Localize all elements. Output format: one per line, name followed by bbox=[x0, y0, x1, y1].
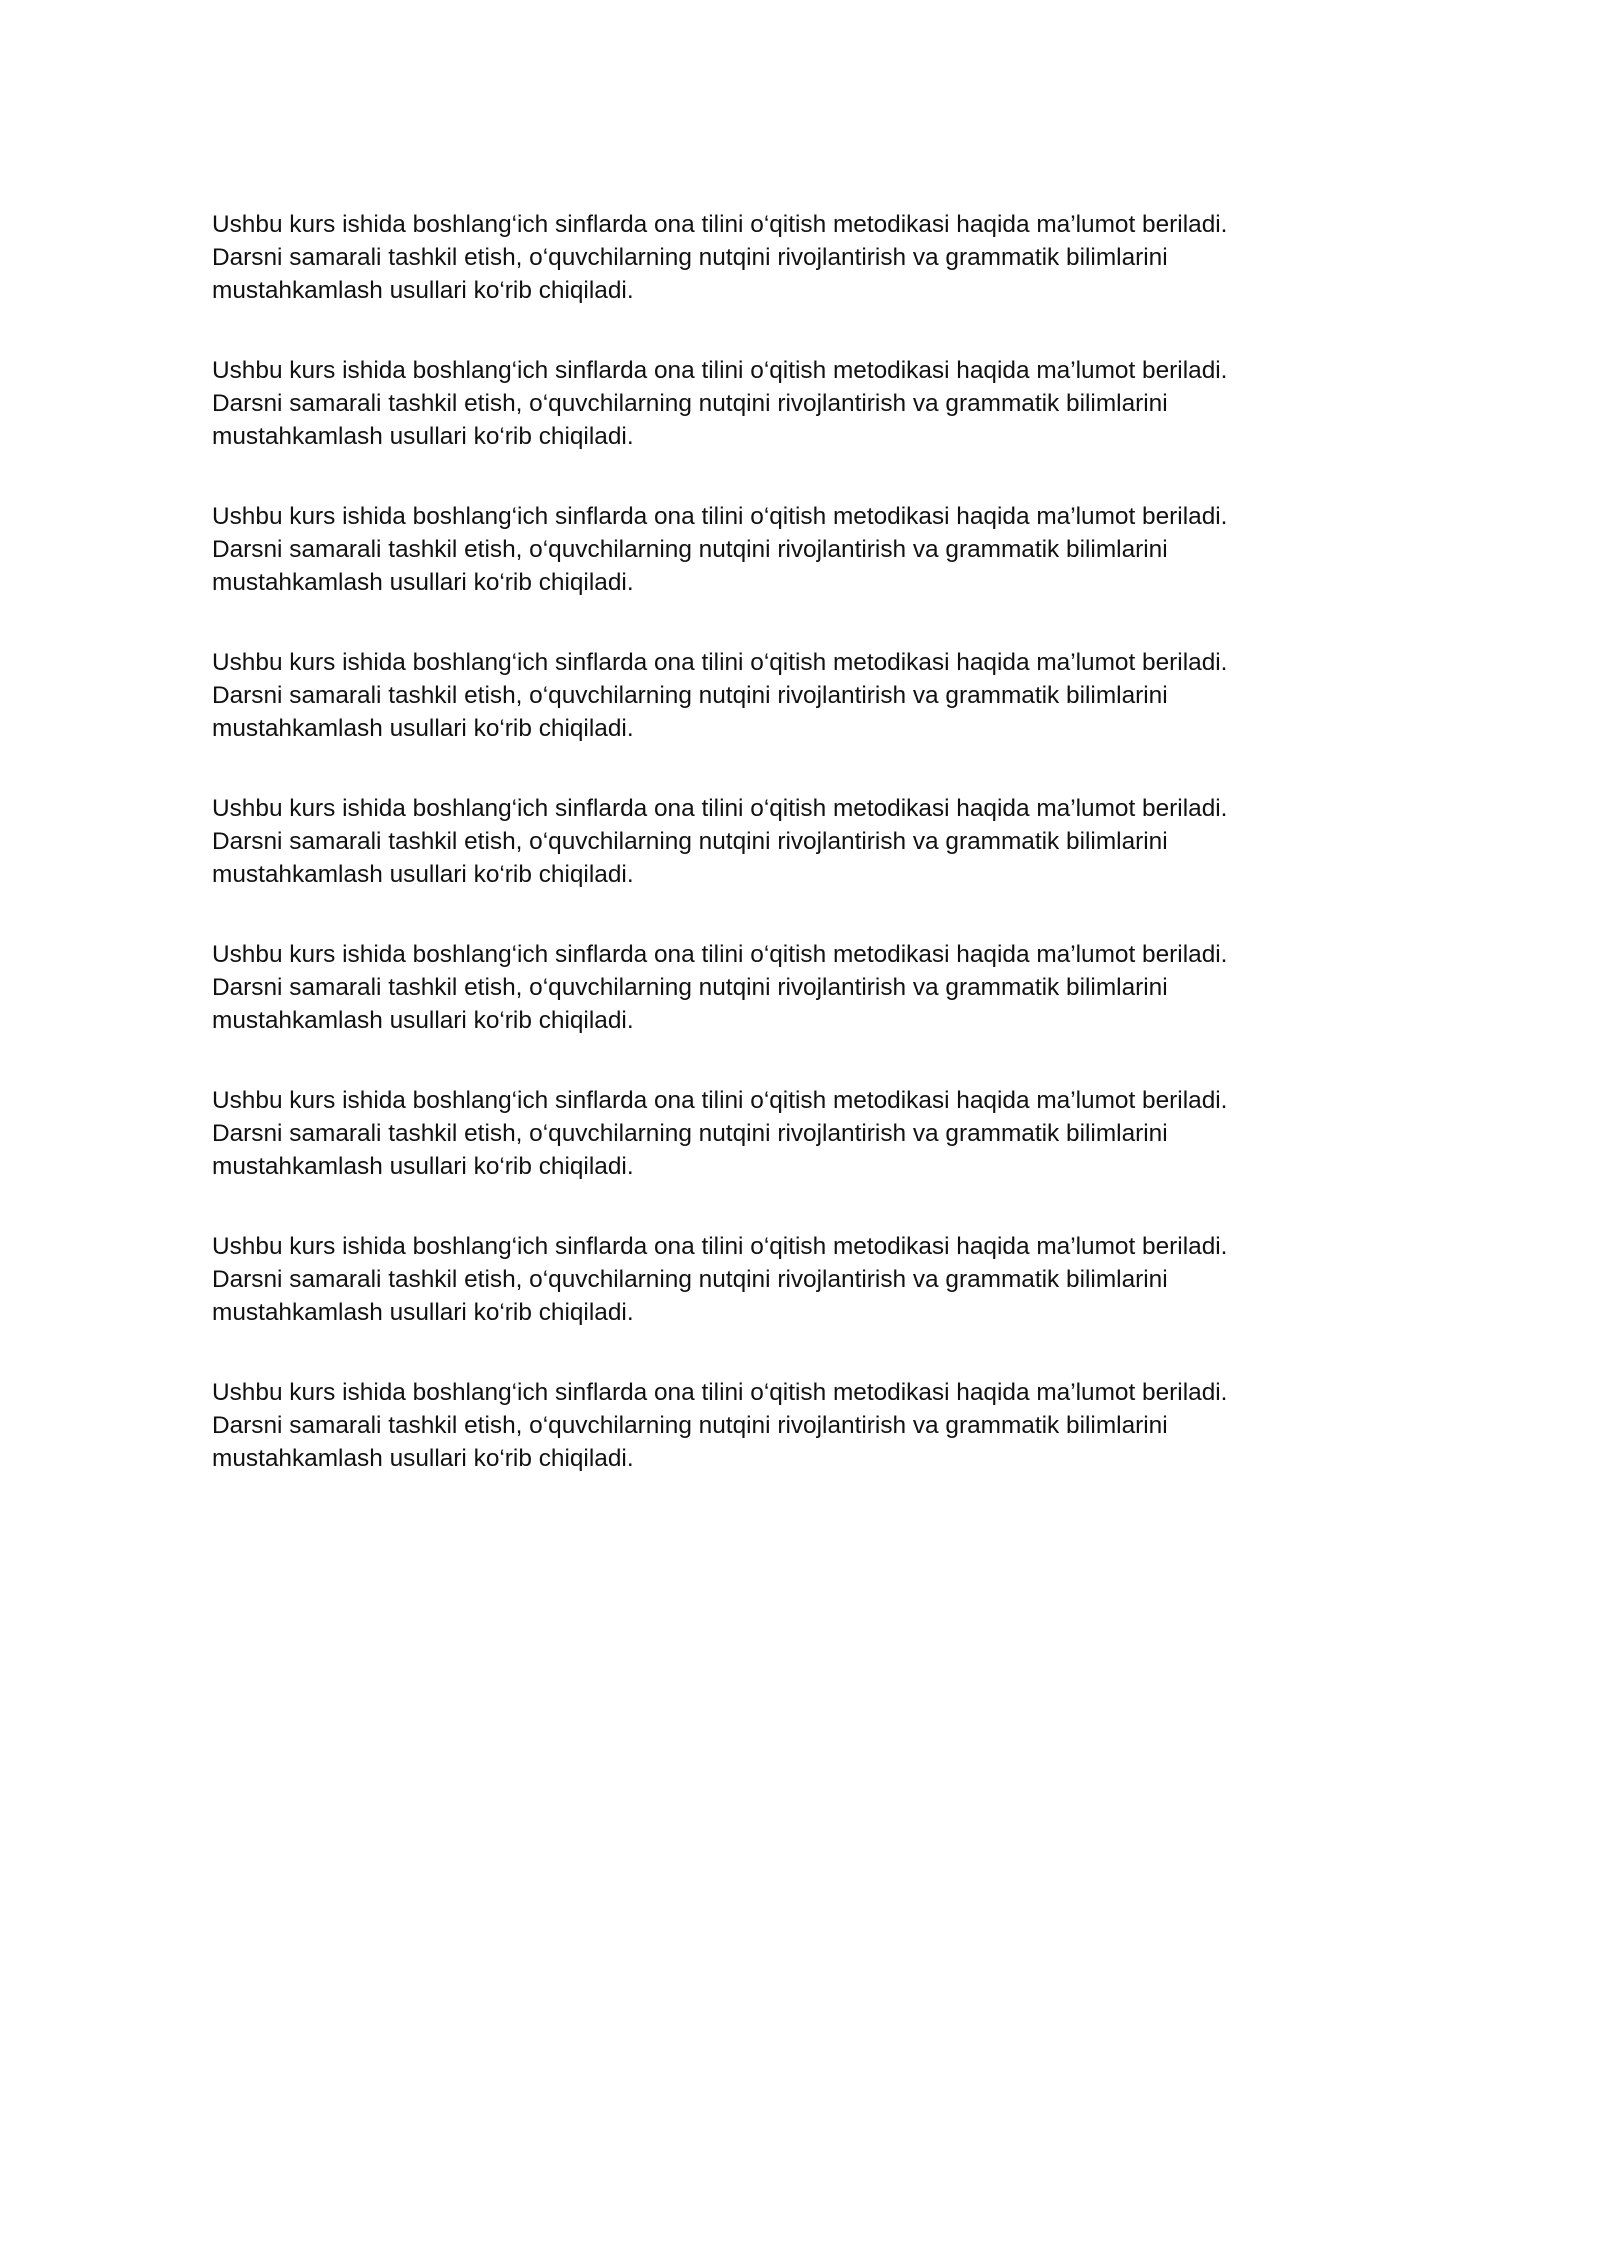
paragraph-line: Darsni samarali tashkil etish, o‘quvchilarning nutqini rivojlantirish va grammatik bilimlarini bbox=[212, 1412, 1168, 1439]
paragraph-line: Ushbu kurs ishida boshlang‘ich sinflarda ona tilini o‘qitish metodikasi haqida ma’lumot beriladi. bbox=[212, 941, 1228, 968]
paragraph-line: mustahkamlash usullari ko‘rib chiqiladi. bbox=[212, 277, 634, 304]
paragraph-line: Darsni samarali tashkil etish, o‘quvchilarning nutqini rivojlantirish va grammatik bilimlarini bbox=[212, 536, 1168, 563]
paragraph-line: Darsni samarali tashkil etish, o‘quvchilarning nutqini rivojlantirish va grammatik bilimlarini bbox=[212, 1120, 1168, 1147]
paragraph bbox=[212, 354, 1412, 453]
paragraph-line: mustahkamlash usullari ko‘rib chiqiladi. bbox=[212, 715, 634, 742]
paragraph-line: Ushbu kurs ishida boshlang‘ich sinflarda ona tilini o‘qitish metodikasi haqida ma’lumot beriladi. bbox=[212, 503, 1228, 530]
paragraph bbox=[212, 938, 1412, 1037]
paragraph-line: mustahkamlash usullari ko‘rib chiqiladi. bbox=[212, 1299, 634, 1326]
paragraph-line: mustahkamlash usullari ko‘rib chiqiladi. bbox=[212, 423, 634, 450]
paragraph bbox=[212, 1376, 1412, 1475]
paragraph bbox=[212, 646, 1412, 745]
paragraph-line: mustahkamlash usullari ko‘rib chiqiladi. bbox=[212, 1007, 634, 1034]
paragraph-line: Darsni samarali tashkil etish, o‘quvchilarning nutqini rivojlantirish va grammatik bilimlarini bbox=[212, 390, 1168, 417]
paragraph-line: Darsni samarali tashkil etish, o‘quvchilarning nutqini rivojlantirish va grammatik bilimlarini bbox=[212, 682, 1168, 709]
paragraph-line: Darsni samarali tashkil etish, o‘quvchilarning nutqini rivojlantirish va grammatik bilimlarini bbox=[212, 828, 1168, 855]
paragraph bbox=[212, 1230, 1412, 1329]
paragraph-line: Ushbu kurs ishida boshlang‘ich sinflarda ona tilini o‘qitish metodikasi haqida ma’lumot beriladi. bbox=[212, 1379, 1228, 1406]
paragraph bbox=[212, 500, 1412, 599]
paragraph-line: Darsni samarali tashkil etish, o‘quvchilarning nutqini rivojlantirish va grammatik bilimlarini bbox=[212, 974, 1168, 1001]
paragraph bbox=[212, 1084, 1412, 1183]
document-body bbox=[212, 208, 1412, 1522]
paragraph-line: mustahkamlash usullari ko‘rib chiqiladi. bbox=[212, 1153, 634, 1180]
paragraph-line: Darsni samarali tashkil etish, o‘quvchilarning nutqini rivojlantirish va grammatik bilimlarini bbox=[212, 1266, 1168, 1293]
paragraph-line: Ushbu kurs ishida boshlang‘ich sinflarda ona tilini o‘qitish metodikasi haqida ma’lumot beriladi. bbox=[212, 211, 1228, 238]
paragraph-line: Ushbu kurs ishida boshlang‘ich sinflarda ona tilini o‘qitish metodikasi haqida ma’lumot beriladi. bbox=[212, 1087, 1228, 1114]
paragraph-line: mustahkamlash usullari ko‘rib chiqiladi. bbox=[212, 861, 634, 888]
paragraph-line: Ushbu kurs ishida boshlang‘ich sinflarda ona tilini o‘qitish metodikasi haqida ma’lumot beriladi. bbox=[212, 1233, 1228, 1260]
paragraph bbox=[212, 792, 1412, 891]
paragraph-line: mustahkamlash usullari ko‘rib chiqiladi. bbox=[212, 1445, 634, 1472]
paragraph-line: Ushbu kurs ishida boshlang‘ich sinflarda ona tilini o‘qitish metodikasi haqida ma’lumot beriladi. bbox=[212, 795, 1228, 822]
paragraph-line: Darsni samarali tashkil etish, o‘quvchilarning nutqini rivojlantirish va grammatik bilimlarini bbox=[212, 244, 1168, 271]
paragraph-line: Ushbu kurs ishida boshlang‘ich sinflarda ona tilini o‘qitish metodikasi haqida ma’lumot beriladi. bbox=[212, 649, 1228, 676]
paragraph bbox=[212, 208, 1412, 307]
paragraph-line: Ushbu kurs ishida boshlang‘ich sinflarda ona tilini o‘qitish metodikasi haqida ma’lumot beriladi. bbox=[212, 357, 1228, 384]
paragraph-line: mustahkamlash usullari ko‘rib chiqiladi. bbox=[212, 569, 634, 596]
